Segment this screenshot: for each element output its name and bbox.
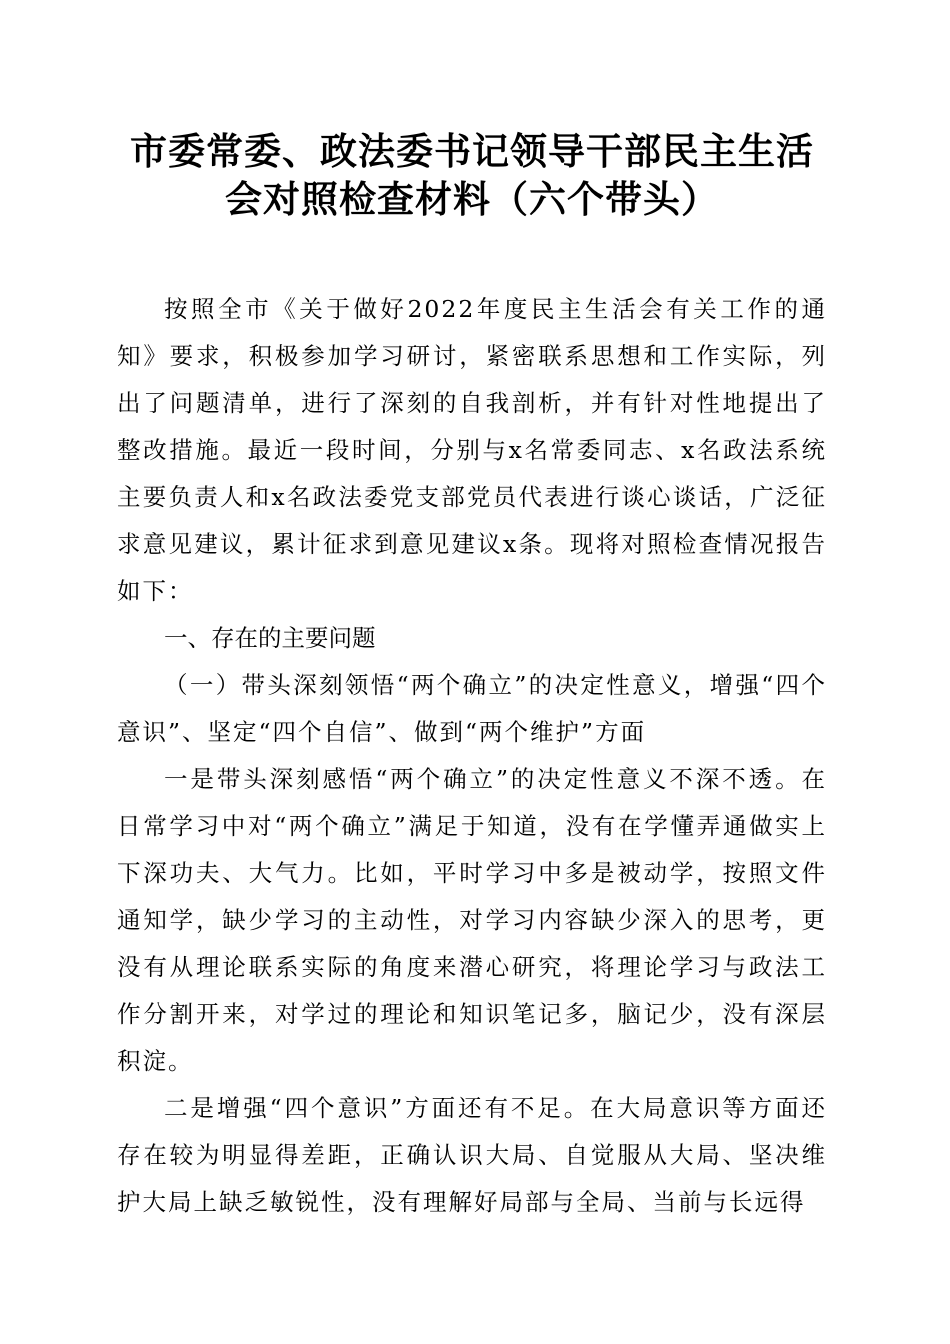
point-body-1: 在日常学习中对“两个确立”满足于知道，没有在学懂弄通做实上下深功夫、大气力。比如，平时学习中多是被动学，按照文件通知学，缺少学习的主动性，对学习内容缺少深入的思考，更没有从理论联系实际的角度来潜心研究，将理论学习与政法工作分割开来，对学过的理论和知识笔记多，脑记少，没有深层积淀。: [117, 765, 827, 1075]
point-lead-1: 一是带头深刻感悟“两个确立”的决定性意义不深不透。: [164, 765, 802, 793]
point-body-2: 在大局意识等方面还存在较为明显得差距，正确认识大局、自觉服从大局、坚决维护大局上缺乏敏锐性，没有理解好局部与全局、当前与长远得: [117, 1094, 828, 1216]
point-paragraph-2: [117, 1085, 827, 1226]
document-page: [117, 128, 827, 1226]
point-lead-2: 二是增强“四个意识”方面还有不足。: [164, 1094, 591, 1122]
document-title: 市委常委、政法委书记领导干部民主生活会对照检查材料（六个带头）: [130, 130, 814, 221]
intro-paragraph: 按照全市《关于做好2022年度民主生活会有关工作的通知》要求，积极参加学习研讨，紧密联系思想和工作实际，列出了问题清单，进行了深刻的自我剖析，并有针对性地提出了整改措施。最近一段时间，分别与x名常委同志、x名政法系统主要负责人和x名政法委党支部党员代表进行谈心谈话，广泛征求意见建议，累计征求到意见建议x条。现将对照检查情况报告如下：: [117, 295, 827, 605]
point-paragraph-1: [117, 756, 827, 1085]
section-heading: 一、存在的主要问题: [164, 624, 376, 652]
subsection-heading: （一）带头深刻领悟“两个确立”的决定性意义，增强“四个意识”、坚定“四个自信”、做到“两个维护”方面: [117, 671, 827, 746]
